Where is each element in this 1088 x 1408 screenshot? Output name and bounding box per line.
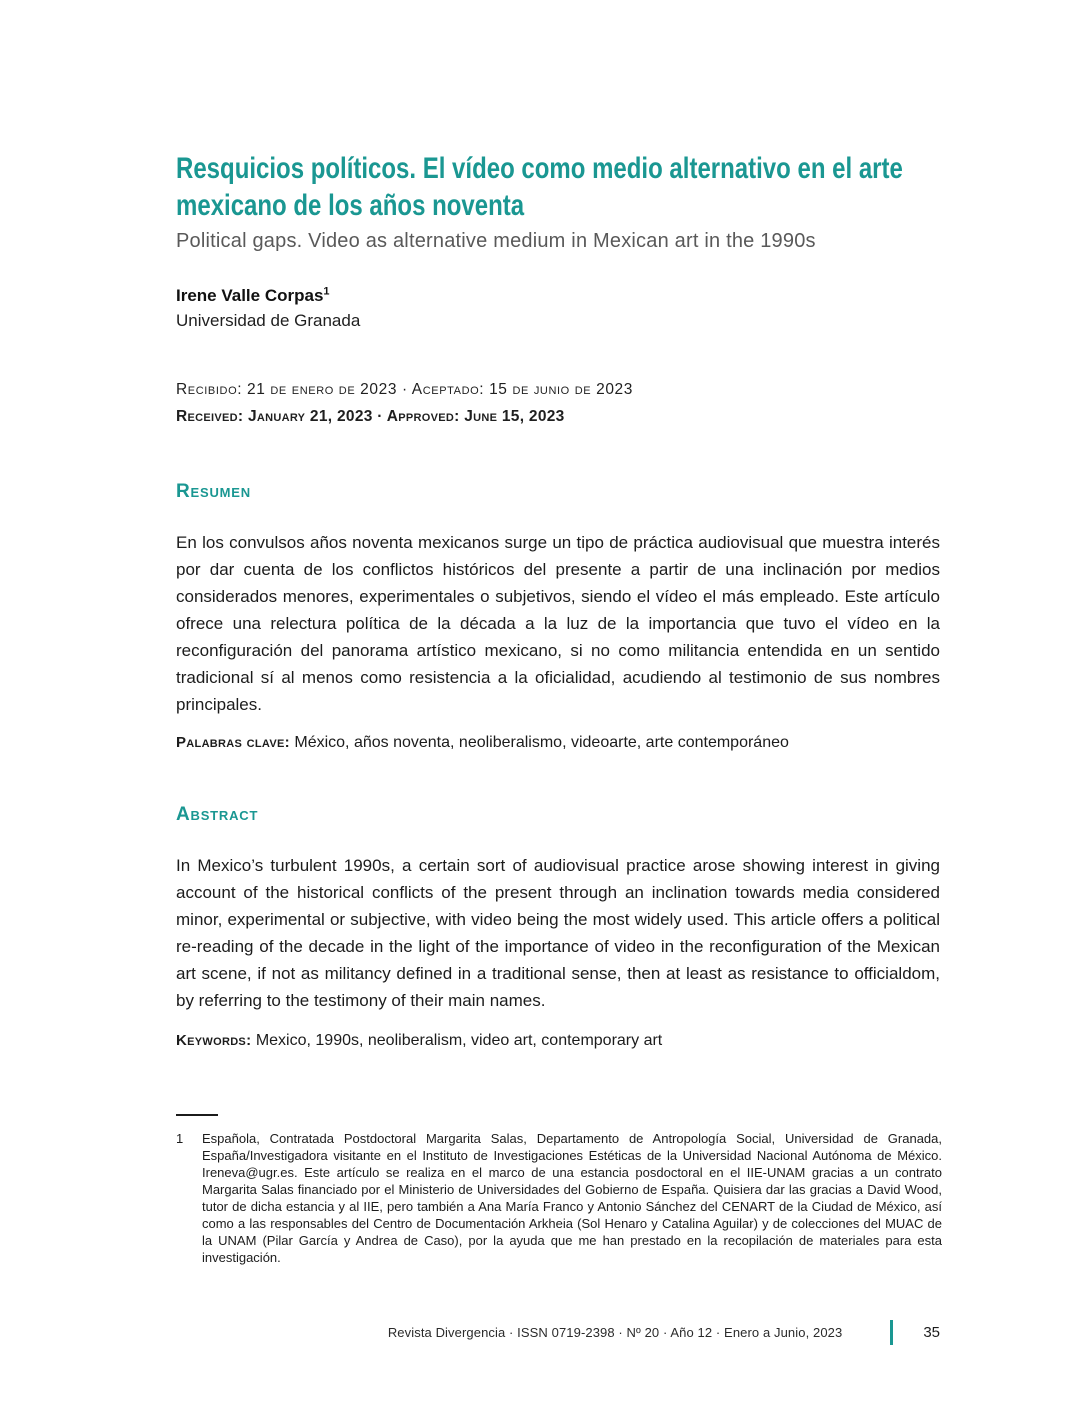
received-approved-dates-en: Received: January 21, 2023 · Approved: June 15, 2023 — [176, 408, 565, 425]
palabras-clave-line — [176, 732, 940, 754]
resumen-body-paragraph: En los convulsos años noventa mexicanos surge un tipo de práctica audiovisual que muestra interés por dar cuenta de los conflictos históricos del presente a partir de una inclinación por medios considerados menores, experimentales o subjetivos, siendo el vídeo el más empleado. Este artículo ofrece una relectura política de la década a la luz de la importancia que tuvo el vídeo en la reconfiguración del panorama artístico mexicano, si no como militancia entendida en un sentido tradicional sí al menos como resistencia a la oficialidad, acudiendo al testimonio de sus nombres principales. — [176, 533, 940, 714]
abstract-section-heading: Abstract — [176, 804, 259, 825]
author-name-text: Irene Valle Corpas — [176, 286, 324, 305]
footnote-text: Española, Contratada Postdoctoral Margarita Salas, Departamento de Antropología Social, Universidad de Granada, España/Investigadora visitante en el Instituto de Investigaciones Estéticas de la Universidad Nacional Autónoma de México. Ireneva@ugr.es. Este artículo se realiza en el marco de una estancia posdoctoral en el IIE-UNAM gracias a un contrato Margarita Salas financiado por el Ministerio de Universidades del Gobierno de España. Quisiera dar las gracias a David Wood, tutor de dicha estancia y al IIE, pero también a Ana María Franco y Antonio Sánchez del CENART de la Ciudad de México, así como a las responsables del Centro de Documentación Arkheia (Sol Henaro y Catalina Aguilar) y de colecciones del MUAC de la UNAM (Pilar García y Andrea de Caso), por la ayuda que me han prestado en la recopilación de materiales para esta investigación. — [202, 1131, 942, 1265]
footnote — [176, 1130, 942, 1266]
article-title-en: Political gaps. Video as alternative medium in Mexican art in the 1990s — [176, 230, 816, 252]
footnote-number: 1 — [176, 1131, 184, 1146]
author-name — [176, 286, 940, 306]
keywords-label: Keywords: — [176, 1032, 252, 1049]
author-footnote-ref: 1 — [323, 285, 330, 298]
article-title-es: Resquicios políticos. El vídeo como medio alternativo en el arte mexicano de los años noventa — [176, 152, 903, 222]
page-footer — [176, 1320, 940, 1345]
footer-page-number: 35 — [923, 1324, 940, 1341]
resumen-section-heading: Resumen — [176, 481, 251, 502]
abstract-body-paragraph: In Mexico’s turbulent 1990s, a certain sort of audiovisual practice arose showing interest in giving account of the historical conflicts of the present through an inclination towards media considered minor, experimental or subjective, with video being the most widely used. This article offers a political re-reading of the decade in the light of the importance of video in the reconfiguration of the Mexican art scene, if not as militancy defined in a traditional sense, then at least as resistance to officialdom, by referring to the testimony of their main names. — [176, 856, 940, 1010]
keywords-line — [176, 1030, 940, 1052]
footnote-separator-rule — [176, 1114, 218, 1116]
footer-divider-bar — [890, 1320, 893, 1345]
author-affiliation: Universidad de Granada — [176, 311, 361, 330]
palabras-clave-label: Palabras clave: — [176, 734, 290, 751]
keywords-list: Mexico, 1990s, neoliberalism, video art, contemporary art — [255, 1032, 663, 1049]
palabras-clave-list: México, años noventa, neoliberalismo, videoarte, arte contemporáneo — [294, 734, 789, 751]
footer-journal-line: Revista Divergencia · ISSN 0719-2398 · Nº 20 · Año 12 · Enero a Junio, 2023 — [387, 1325, 843, 1340]
received-accepted-dates-es: Recibido: 21 de enero de 2023 · Aceptado: 15 de junio de 2023 — [176, 381, 633, 398]
